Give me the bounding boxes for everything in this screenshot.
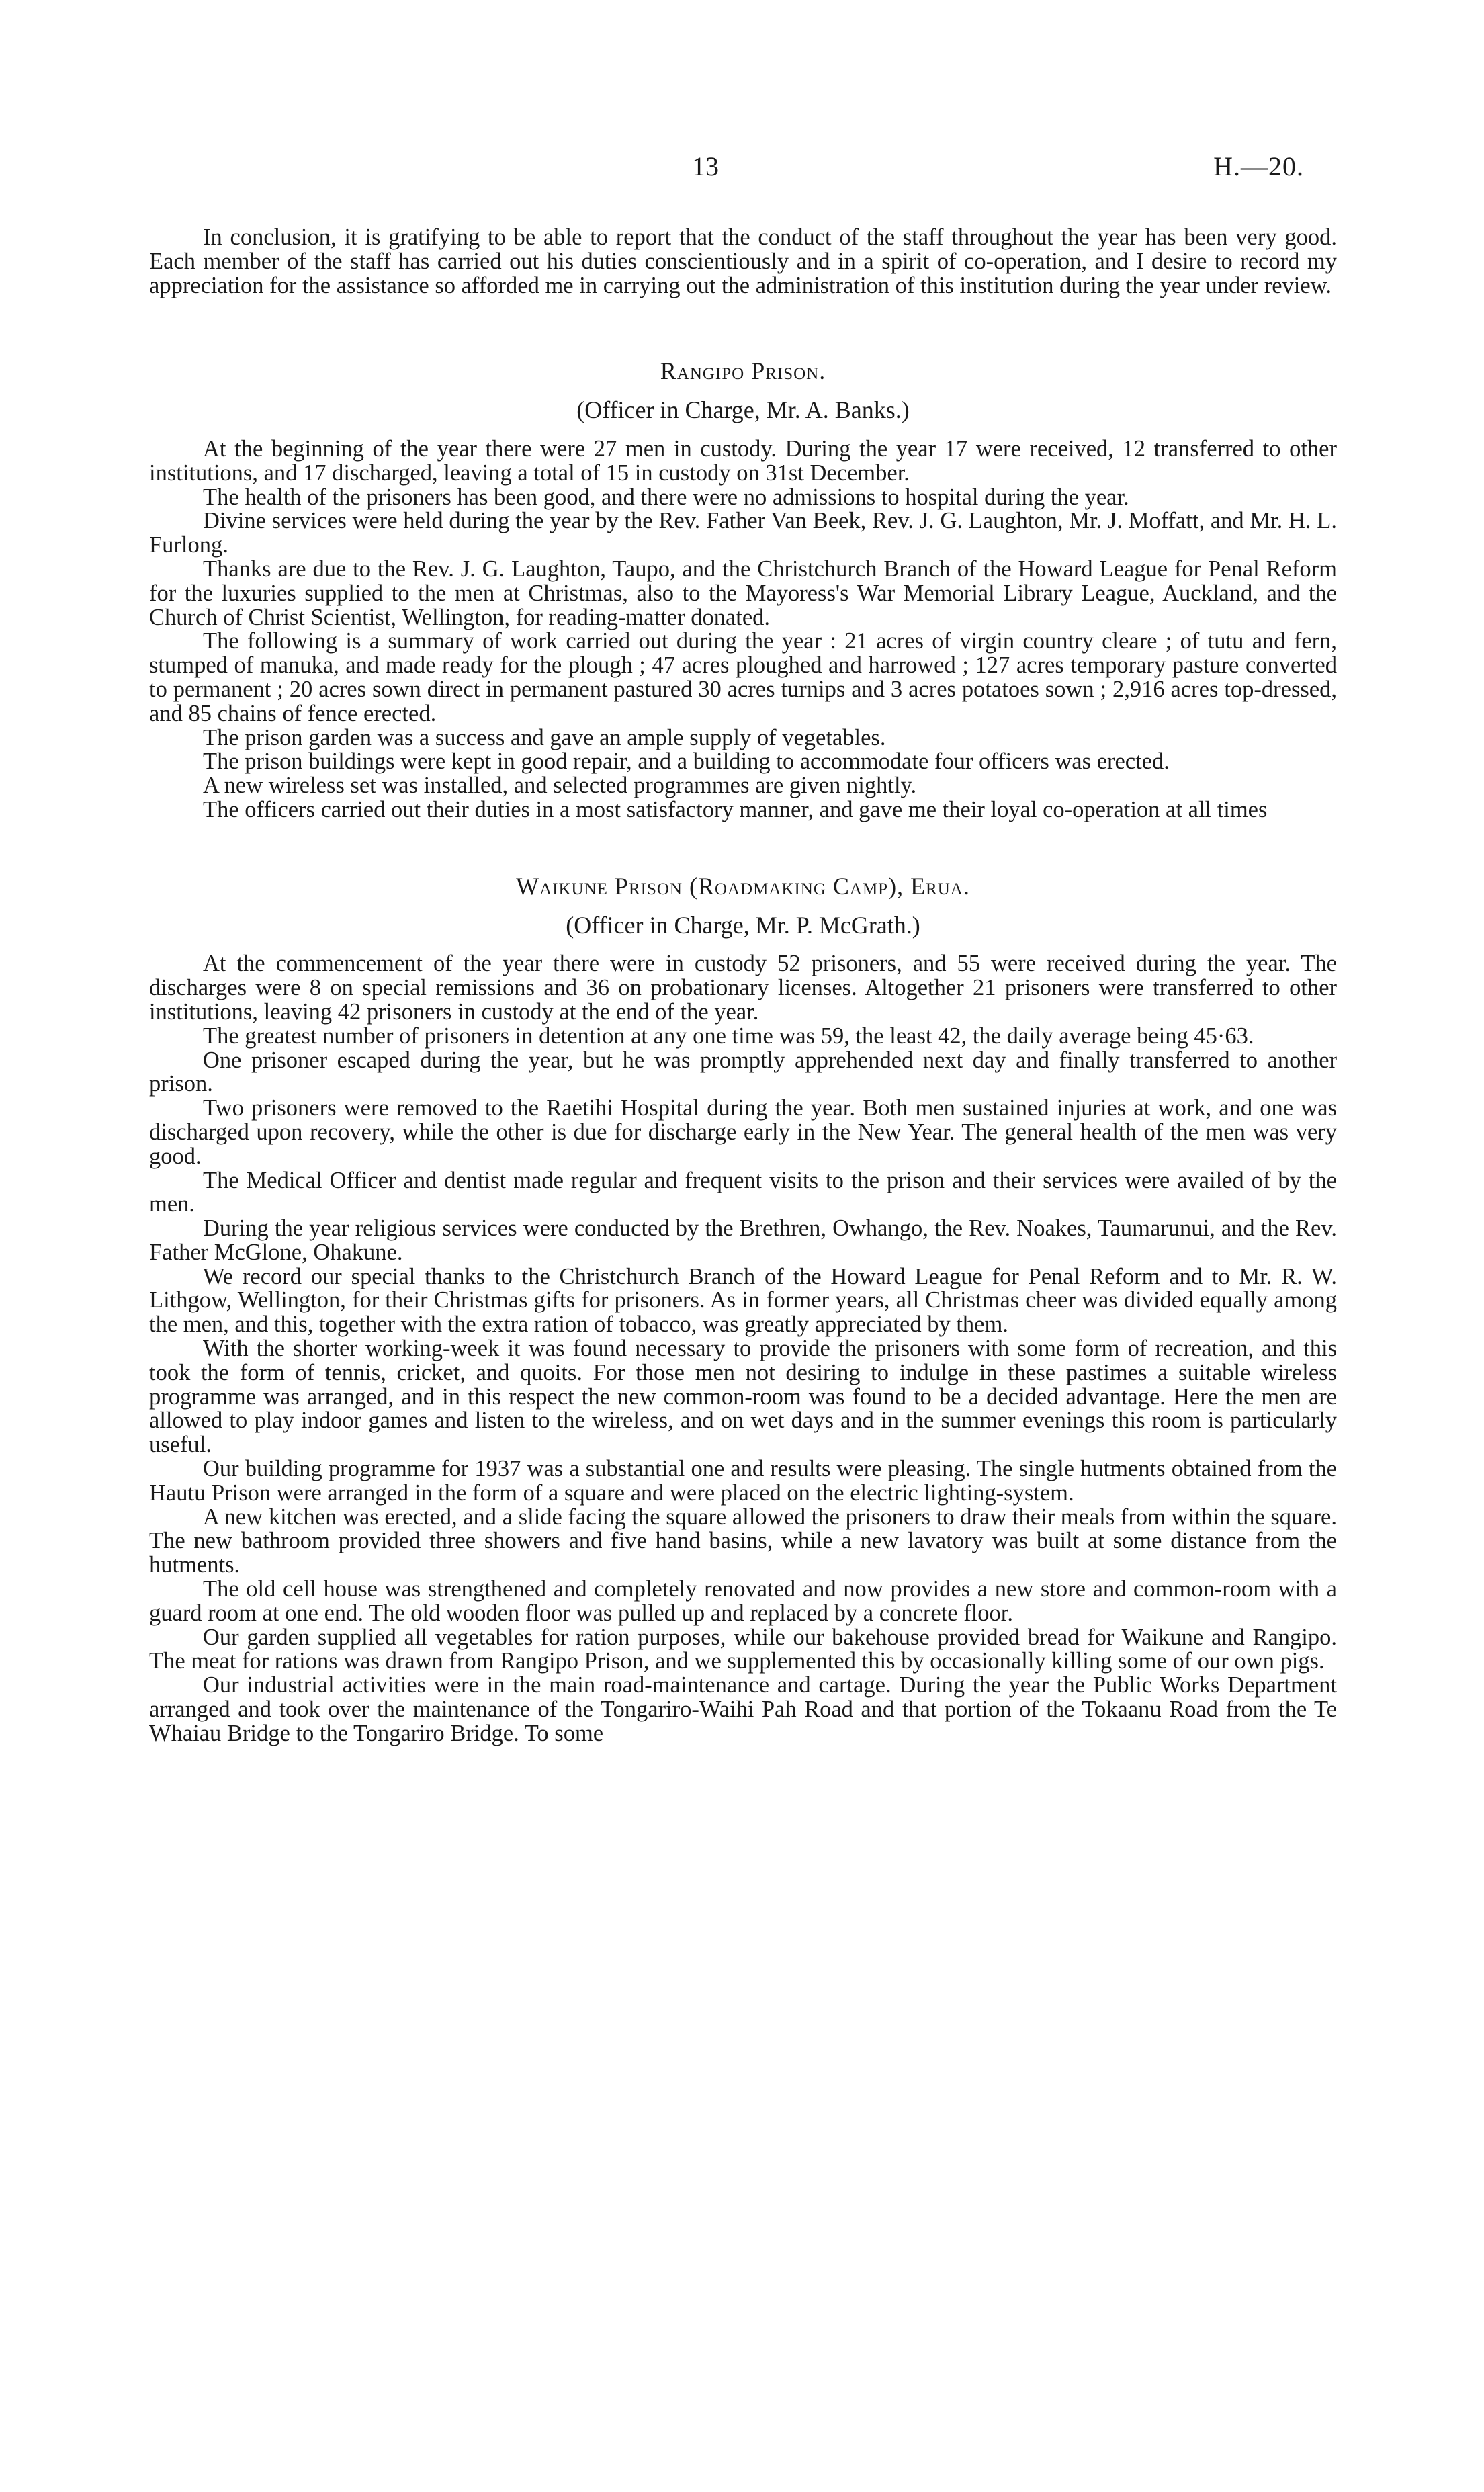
body-paragraph: Two prisoners were removed to the Raetihi Hospital during the year. Both men sustained injuries at work, and one was discharged upon recovery, while the other is due for discharge early in the New Year. The general health of the men was very good. <box>149 1095 1337 1169</box>
page-number: 13 <box>692 151 719 181</box>
body-paragraph: With the shorter working-week it was found necessary to provide the prisoners with some form of recreation, and this took the form of tennis, cricket, and quoits. For those men not desiring to indulge in these pastimes a suitable wireless programme was arranged, and in this respect the new common-room was found to be a decided advantage. Here the men are allowed to play indoor games and listen to the wireless, and on wet days and in the summer evenings this room is particularly useful. <box>149 1336 1337 1458</box>
body-paragraph: The following is a summary of work carried out during the year : 21 acres of virgin country cleare ; of tutu and fern, stumped of manuka, and made ready for the plough ; 47 acres ploughed and harrowed ; 127 acres temporary pasture converted to permanent ; 20 acres sown direct in permanent pastured 30 acres turnips and 3 acres potatoes sown ; 2,916 acres top-dressed, and 85 chains of fence erected. <box>149 628 1337 726</box>
body-paragraph: Our building programme for 1937 was a substantial one and results were pleasing. The single hutments obtained from the Hautu Prison were arranged in the form of a square and were placed on the electric lighting-system. <box>149 1456 1337 1506</box>
body-paragraph: At the beginning of the year there were 27 men in custody. During the year 17 were received, 12 transferred to other institutions, and 17 discharged, leaving a total of 15 in custody on 31st December. <box>149 435 1337 486</box>
officer-in-charge-rangipo: (Officer in Charge, Mr. A. Banks.) <box>576 396 910 424</box>
body-paragraph: Thanks are due to the Rev. J. G. Laughton, Taupo, and the Christchurch Branch of the Howard League for Penal Reform for the luxuries supplied to the men at Christmas, also to the Mayoress's War Memorial Library League, Auckland, and the Church of Christ Scientist, Wellington, for reading-matter donated. <box>149 556 1337 630</box>
body-paragraph: The prison buildings were kept in good repair, and a building to accommodate four officers was erected. <box>203 748 1170 775</box>
body-paragraph: Our industrial activities were in the main road-maintenance and cartage. During the year the Public Works Department arranged and took over the maintenance of the Tongariro-Waihi Pah Road and that portion of the Tokaanu Road from the Te Whaiau Bridge to the Tongariro Bridge. To some <box>149 1672 1337 1746</box>
report-reference: H.—20. <box>1213 151 1304 181</box>
intro-section <box>149 226 1337 298</box>
officer-in-charge-waikune: (Officer in Charge, Mr. P. McGrath.) <box>566 911 920 939</box>
body-paragraph: In conclusion, it is gratifying to be able to report that the conduct of the staff throughout the year has been very good. Each member of the staff has carried out his duties conscientiously and in a spirit of co-operation, and I desire to record my appreciation for the assistance so afforded me in carrying out the administration of this institution during the year under review. <box>149 224 1337 298</box>
document-body <box>149 226 1337 1746</box>
body-paragraph: The officers carried out their duties in a most satisfactory manner, and gave me their loyal co-operation at all times <box>203 796 1268 822</box>
body-paragraph: One prisoner escaped during the year, but he was promptly apprehended next day and finally transferred to another prison. <box>149 1047 1337 1097</box>
body-paragraph: The greatest number of prisoners in detention at any one time was 59, the least 42, the daily average being 45·63. <box>203 1023 1254 1049</box>
body-paragraph: During the year religious services were conducted by the Brethren, Owhango, the Rev. Noakes, Taumarunui, and the Rev. Father McGlone, Ohakune. <box>149 1215 1337 1265</box>
body-paragraph: The old cell house was strengthened and completely renovated and now provides a new store and common-room with a guard room at one end. The old wooden floor was pulled up and replaced by a concrete floor. <box>149 1576 1337 1626</box>
body-paragraph: The health of the prisoners has been good, and there were no admissions to hospital during the year. <box>203 484 1129 510</box>
body-paragraph: A new kitchen was erected, and a slide facing the square allowed the prisoners to draw their meals from within the square. The new bathroom provided three showers and five hand basins, while a new lavatory was built at some distance from the hutments. <box>149 1504 1337 1578</box>
body-paragraph: Our garden supplied all vegetables for ration purposes, while our bakehouse provided bread for Waikune and Rangipo. The meat for rations was drawn from Rangipo Prison, and we supplemented this by occasionally killing some of our own pigs. <box>149 1624 1337 1674</box>
body-paragraph: At the commencement of the year there were in custody 52 prisoners, and 55 were received during the year. The discharges were 8 on special remissions and 36 on probationary licenses. Altogether 21 prisoners were transferred to other institutions, leaving 42 prisoners in custody at the end of the year. <box>149 951 1337 1025</box>
page-header <box>0 151 1484 188</box>
body-paragraph: The prison garden was a success and gave an ample supply of vegetables. <box>203 724 886 750</box>
body-paragraph: The Medical Officer and dentist made regular and frequent visits to the prison and their services were availed of by the men. <box>149 1167 1337 1217</box>
waikune-section <box>149 872 1337 1746</box>
section-heading-rangipo: Rangipo Prison. <box>660 357 826 385</box>
rangipo-section <box>149 359 1337 822</box>
body-paragraph: A new wireless set was installed, and selected programmes are given nightly. <box>203 773 917 799</box>
section-heading-waikune: Waikune Prison (Roadmaking Camp), Erua. <box>516 872 970 900</box>
body-paragraph: Divine services were held during the year by the Rev. Father Van Beek, Rev. J. G. Laughton, Mr. J. Moffatt, and Mr. H. L. Furlong. <box>149 508 1337 558</box>
body-paragraph: We record our special thanks to the Christchurch Branch of the Howard League for Penal Reform and to Mr. R. W. Lithgow, Wellington, for their Christmas gifts for prisoners. As in former years, all Christmas cheer was divided equally among the men, and this, together with the extra ration of tobacco, was greatly appreciated by them. <box>149 1263 1337 1338</box>
